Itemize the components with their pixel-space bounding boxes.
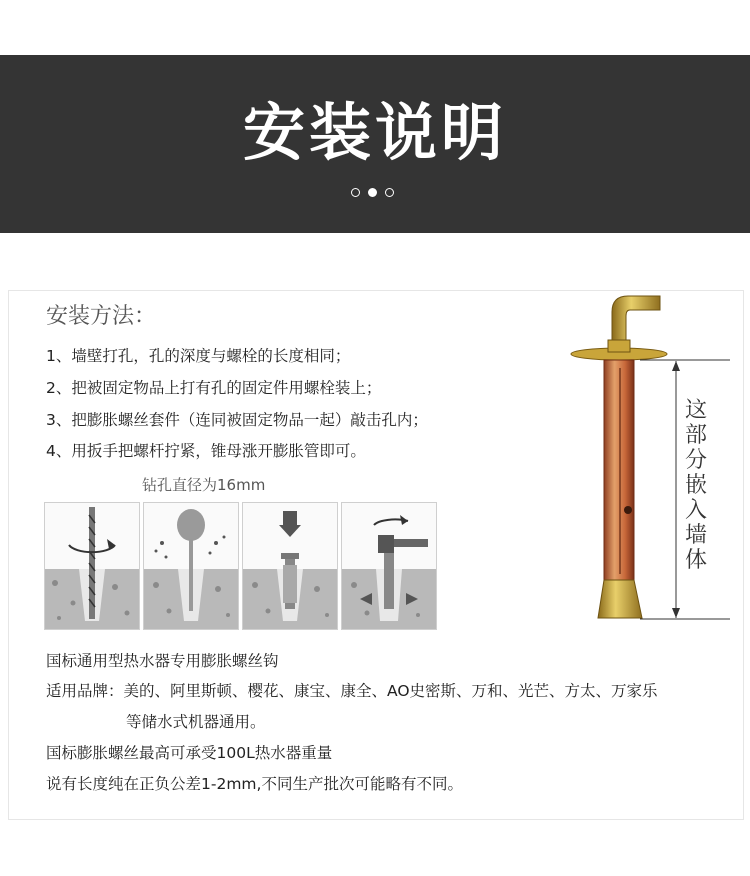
carousel-dot-2[interactable]: [368, 188, 377, 197]
brands-prefix: 适用品牌：: [46, 682, 124, 700]
blow-dust-step-icon: [143, 502, 239, 630]
embed-label-char: 入: [684, 498, 707, 523]
brands-continuation: 等储水式机器通用。: [126, 713, 266, 731]
embed-label-char: 体: [684, 548, 707, 573]
product-type-text: 国标通用型热水器专用膨胀螺丝钩: [46, 652, 279, 670]
carousel-dot-3[interactable]: [385, 188, 394, 197]
carousel-dots: [351, 188, 401, 202]
embed-label-char: 这: [684, 398, 707, 423]
embed-in-wall-label: [683, 398, 709, 573]
embed-label-char: 部: [684, 423, 707, 448]
brands-line: [46, 680, 658, 702]
embed-label-char: 嵌: [684, 473, 707, 498]
load-capacity-text: 国标膨胀螺丝最高可承受100L热水器重量: [46, 744, 333, 762]
insert-bolt-step-icon: [242, 502, 338, 630]
tolerance-note: 说有长度纯在正负公差1-2mm,不同生产批次可能略有不同。: [46, 775, 463, 793]
drill-step-icon: [44, 502, 140, 630]
tighten-wrench-step-icon: [341, 502, 437, 630]
step-3: 3、把膨胀螺丝套件（连同被固定物品一起）敲击孔内；: [46, 411, 428, 429]
brands-list: 美的、阿里斯顿、樱花、康宝、康全、AO史密斯、万和、光芒、方太、万家乐: [123, 682, 658, 700]
carousel-dot-1[interactable]: [351, 188, 360, 197]
step-2: 2、把被固定物品上打有孔的固定件用螺栓装上；: [46, 379, 382, 397]
step-4: 4、用扳手把螺杆拧紧，锥母涨开膨胀管即可。: [46, 442, 366, 460]
step-1: 1、墙壁打孔，孔的深度与螺栓的长度相同；: [46, 347, 351, 365]
embed-label-char: 分: [684, 448, 707, 473]
page-title: 安装说明: [242, 96, 507, 169]
install-method-heading: 安装方法：: [46, 304, 157, 329]
embed-label-char: 墙: [684, 523, 707, 548]
drill-diameter-caption: 钻孔直径为16mm: [142, 476, 266, 494]
